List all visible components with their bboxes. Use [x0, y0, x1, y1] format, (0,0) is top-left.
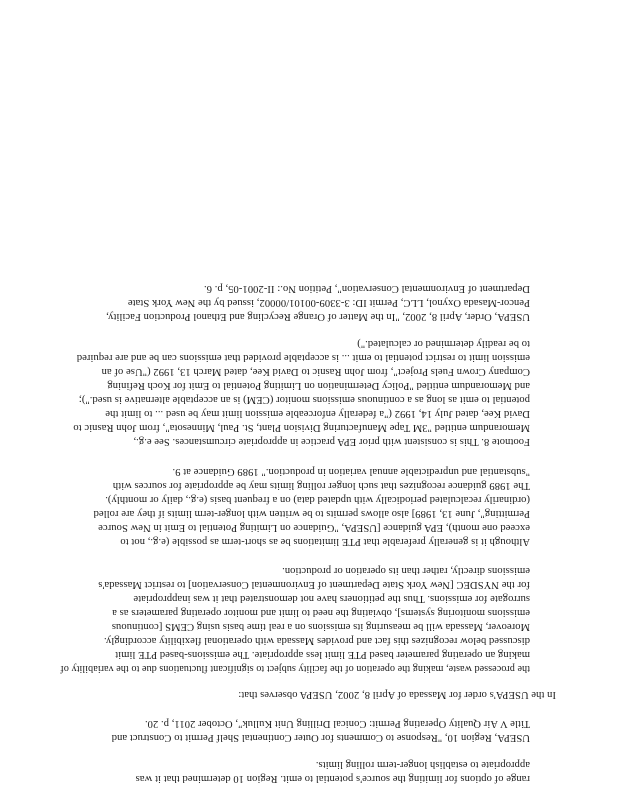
citation-line: Title V Air Quality Operating Permit: Conical Drilling Unit Kulluk", October 2011, p. 20.: [144, 718, 530, 729]
quote-line: for the NYSDEC [New York State Department of Environmental Conservation] to restrict Massada's: [98, 579, 530, 590]
citation-line: Department of Environmental Conservation", Petition No.: II-2001-05, p. 6.: [203, 283, 530, 294]
quote-line: (ordinarily recalculated periodically with updated data) on a frequent basis (e.g., daily or monthly).: [105, 494, 530, 505]
footnote-line: to be readily determined or calculated."): [357, 338, 530, 349]
quote-line: emissions monitoring systems], obviating the need to limit and monitor operating parameters as a: [112, 607, 530, 618]
quote-line: "substantial and unpredictable annual variation in production." 1989 Guidance at 9.: [172, 466, 530, 477]
footnote-line: and Memorandum entitled "Policy Determination on Limiting Potential to Emit for Koch Refining: [107, 380, 530, 391]
quote-line: making an operating parameter based PTE limit less appropriate. The emissions-based PTE limit: [115, 649, 530, 660]
quote-line: Permitting", June 13, 1989] also allows permits to be written with longer-term limits if they are rolled: [93, 508, 530, 519]
footnote-line: emission limit to restrict potential to emit ... is acceptable provided that emissions can be and are required: [76, 352, 530, 363]
intro-sentence: In the USEPA's order for Massada of April 8, 2002, USEPA observes that:: [238, 689, 556, 700]
text-line: range of options for limiting the source's potential to emit. Region 10 determined that it was: [135, 773, 530, 784]
footnote-line: Footnote 8. This is consistent with prior EPA practice in appropriate circumstances. See e.g.,: [133, 436, 530, 447]
quote-line: emissions directly, rather than its operation or production.: [282, 565, 530, 576]
footnote-line: David Kee, dated July 14, 1992 ("a federally enforceable emission limit may be used ... to limit the: [105, 408, 530, 419]
quote-line: surrogate for emissions. Thus the petitioners have not demonstrated that it was inappropriate: [133, 593, 530, 604]
footnote-line: potential to emit as long as a continuous emissions monitor (CEM) is an acceptable alternative is used.");: [78, 394, 530, 405]
quote-line: The 1989 guidance recognizes that such longer rolling limits may be appropriate for sources with: [112, 480, 530, 491]
quote-line: exceed one month), EPA guidance [USEPA, "Guidance on Limiting Potential to Emit in New Source: [98, 522, 530, 533]
quote-line: the processed waste, making the operation of the facility subject to significant fluctuations due to the variability of: [60, 663, 530, 674]
quote-line: Moreover, Massada will be measuring its emissions on a real time basis using CEMS [continuous: [111, 621, 530, 632]
footnote-line: Memorandum entitled "3M Tape Manufacturing Division Plant, St. Paul, Minnesota", from John Rasnic to: [73, 422, 530, 433]
citation-line: USEPA, Region 10, "Response to Comments for Outer Continental Shelf Permit to Construct and: [111, 732, 530, 743]
citation-line: Pencor-Masada Oxynol, LLC, Permit ID: 3-3309-00101/00002, issued by the New York State: [127, 297, 530, 308]
quote-line: discussed below recognizes this fact and provides Massada with operational flexibility accordingly.: [103, 635, 530, 646]
footnote-line: Company Crown Fuels Project", from John Rasnic to David Kee, dated March 13, 1992 ("Use of an: [101, 366, 530, 377]
text-line: appropriate to establish longer-term rolling limits.: [315, 759, 530, 770]
quote-line: Although it is generally preferable that PTE limitations be as short-term as possible (e.g., not to: [120, 536, 530, 547]
citation-line: USEPA, Order, April 8, 2002, "In the Matter of Orange Recycling and Ethanol Production Facility,: [106, 311, 530, 322]
